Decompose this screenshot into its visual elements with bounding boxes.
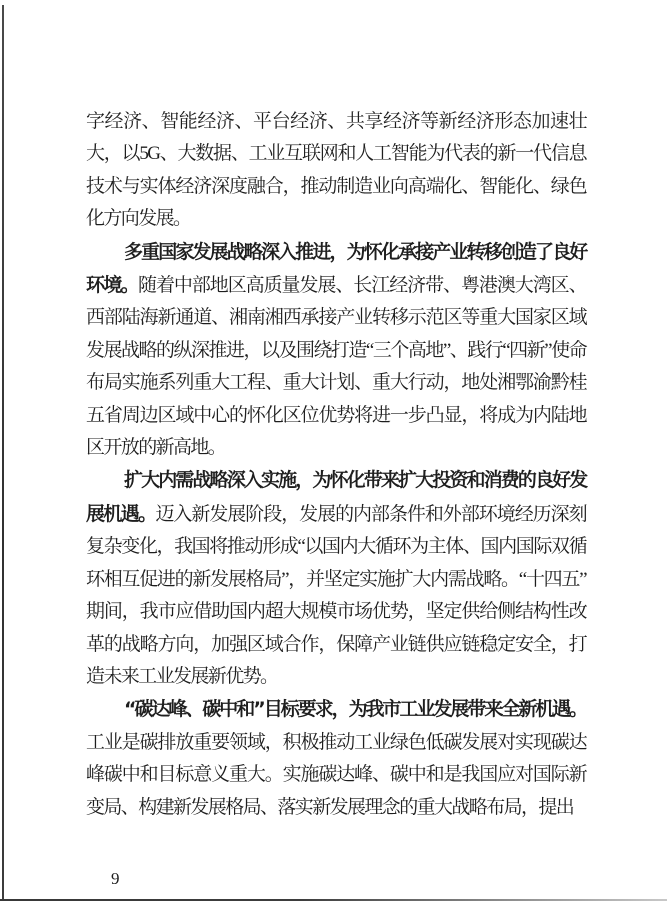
paragraph-text: 字经济、智能经济、平台经济、共享经济等新经济形态加速壮大，以5G、大数据、工业互联网和人工智能为代表的新一代信息技术与实体经济深度融合，推动制造业向高端化、智能化、绿色化方向发展。: [86, 111, 586, 230]
document-body: [86, 106, 586, 824]
paragraph: [86, 464, 586, 693]
paragraph: [86, 236, 586, 465]
paragraph-bold-lead: “碳达峰、碳中和”目标要求，为我市工业发展带来全新机遇。: [124, 698, 586, 721]
page-number: 9: [111, 869, 120, 888]
paragraph-text: 工业是碳排放重要领域，积极推动工业绿色低碳发展对实现碳达峰碳中和目标意义重大。实施碳达峰、碳中和是我国应对国际新变局、构建新发展格局、落实新发展理念的重大战略布局，提出: [86, 731, 586, 818]
paragraph-text: 随着中部地区高质量发展、长江经济带、粤港澳大湾区、西部陆海新通道、湘南湘西承接产业转移示范区等重大国家区域发展战略的纵深推进，以及围绕打造“三个高地”、践行“四新”使命布局实施系列重大工程、重大计划、重大行动，地处湘鄂渝黔桂五省周边区域中心的怀化区位优势将进一步凸显，将成为内陆地区开放的新高地。: [86, 275, 586, 459]
paragraph-text: 迈入新发展阶段，发展的内部条件和外部环境经历深刻复杂变化，我国将推动形成“以国内大循环为主体、国内国际双循环相互促进的新发展格局”，并坚定实施扩大内需战略。“十四五”期间，我市应借助国内超大规模市场优势，坚定供给侧结构性改革的战略方向，加强区域合作，保障产业链供应链稳定安全，打造未来工业发展新优势。: [86, 503, 586, 687]
paragraph-bold-lead: 多重国家发展战略深入推进，为怀化承接产业转移创造了良好环境。: [86, 240, 586, 297]
scan-edge-left: [2, 5, 4, 901]
paragraph-continuation: [86, 106, 586, 236]
paragraph-bold-lead: 扩大内需战略深入实施，为怀化带来扩大投资和消费的良好发展机遇。: [86, 469, 586, 525]
paragraph: [86, 693, 586, 824]
